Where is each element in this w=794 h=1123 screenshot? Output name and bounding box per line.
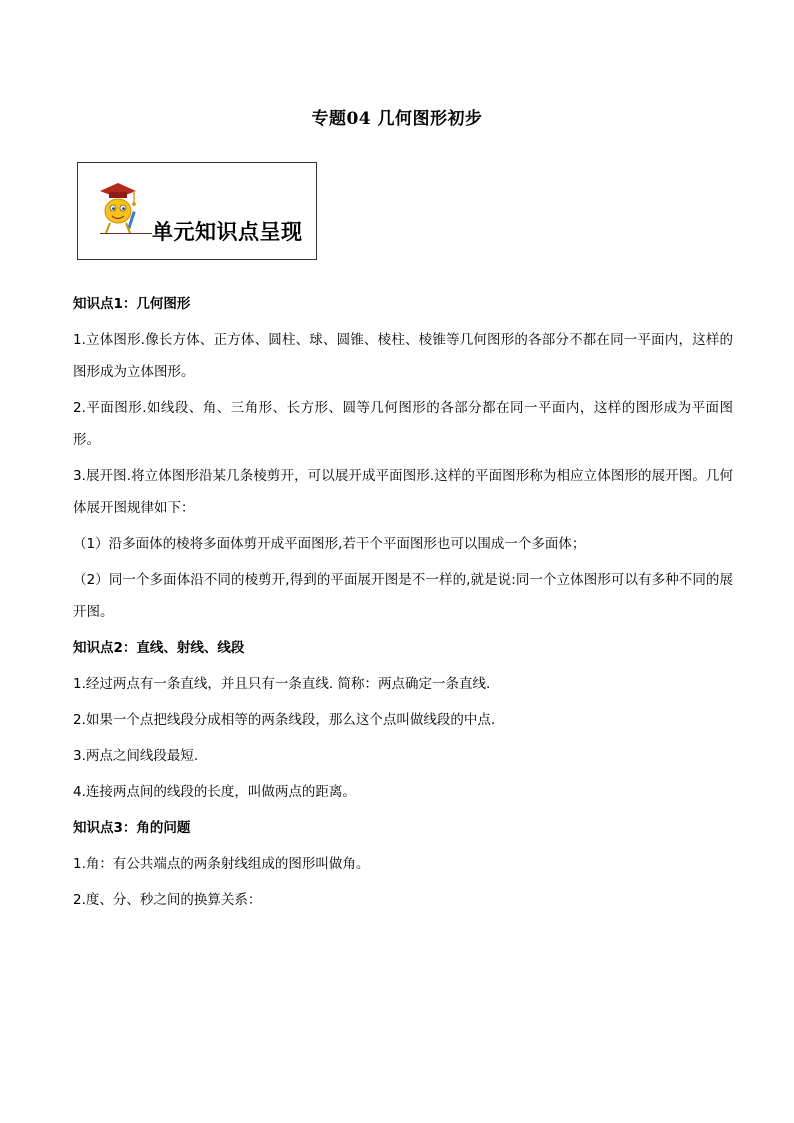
document-title: 专题04 几何图形初步 — [311, 109, 483, 129]
section-heading: 知识点1：几何图形 — [73, 296, 191, 312]
doctor-hat-mascot-icon — [94, 177, 138, 237]
paragraph: 1.经过两点有一条直线，并且只有一条直线. 简称：两点确定一条直线. — [73, 676, 491, 692]
paragraph: 2.如果一个点把线段分成相等的两条线段，那么这个点叫做线段的中点. — [73, 712, 496, 728]
section-lines-rays-segments — [73, 632, 733, 808]
document-body — [73, 288, 733, 920]
paragraph: 1.立体图形.像长方体、正方体、圆柱、球、圆锥、棱柱、棱锥等几何图形的各部分不都在同一平面内，这样的图形成为立体图形。 — [73, 332, 733, 380]
section-heading: 知识点3：角的问题 — [73, 820, 191, 836]
paragraph: 2.度、分、秒之间的换算关系： — [73, 892, 262, 908]
section-geometric-figures — [73, 288, 733, 628]
paragraph: 3.展开图.将立体图形沿某几条棱剪开，可以展开成平面图形.这样的平面图形称为相应立体图形的展开图。几何体展开图规律如下： — [73, 468, 733, 516]
section-angles — [73, 812, 733, 916]
paragraph: （1）沿多面体的棱将多面体剪开成平面图形,若干个平面图形也可以围成一个多面体； — [73, 536, 586, 552]
section-heading: 知识点2：直线、射线、线段 — [73, 640, 245, 656]
banner-label: 单元知识点呈现 — [152, 220, 303, 244]
paragraph: 1.角：有公共端点的两条射线组成的图形叫做角。 — [73, 856, 370, 872]
paragraph: 4.连接两点间的线段的长度，叫做两点的距离。 — [73, 784, 356, 800]
paragraph: 2.平面图形.如线段、角、三角形、长方形、圆等几何图形的各部分都在同一平面内，这样的图形成为平面图形。 — [73, 400, 733, 448]
banner-divider-line — [100, 233, 152, 234]
paragraph: 3.两点之间线段最短. — [73, 748, 199, 764]
paragraph: （2）同一个多面体沿不同的棱剪开,得到的平面展开图是不一样的,就是说:同一个立体图形可以有多种不同的展开图。 — [73, 572, 733, 620]
unit-banner — [77, 162, 317, 260]
